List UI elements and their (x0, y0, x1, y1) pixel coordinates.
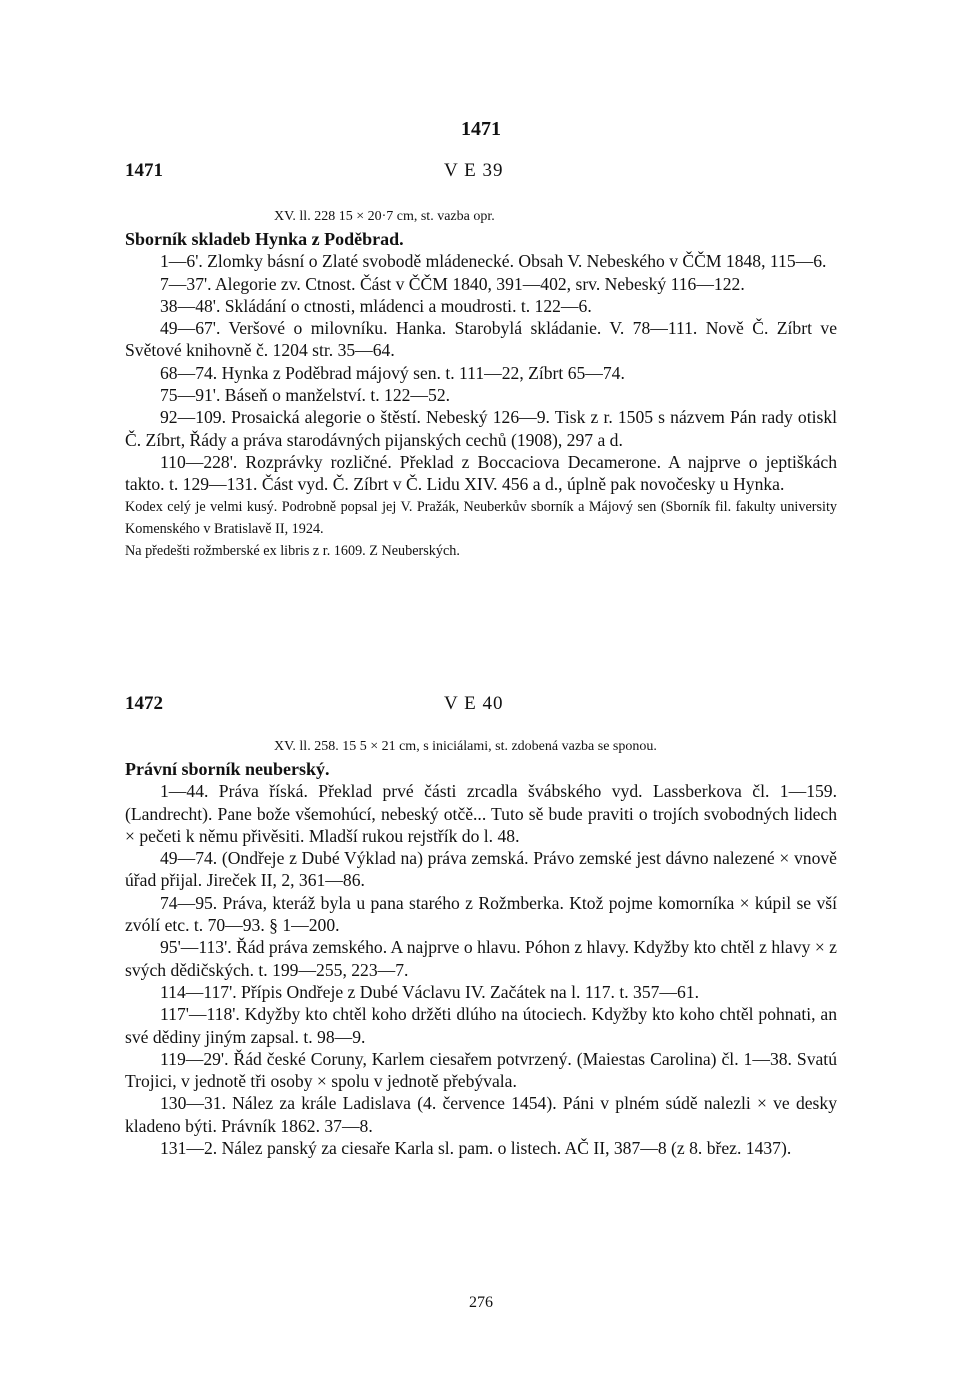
entry-title: Sborník skladeb Hynka z Poděbrad. (125, 229, 404, 249)
content-item: 49—67'. Veršové o milovníku. Hanka. Starobylá skládanie. V. 78—111. Nově Č. Zíbrt ve Světové knihovně č. 1204 str. 35—64. (125, 318, 837, 361)
entry-title: Právní sborník neuberský. (125, 759, 330, 779)
content-item: 74—95. Práva, kteráž byla u pana starého z Rožmberka. Ktož pojme komorníka × kúpil se vší zvólí etc. t. 70—93. § 1—200. (125, 892, 837, 936)
running-head: 1471 (461, 118, 501, 140)
content-item: 1—44. Práva říská. Překlad prvé části zrcadla švábského vyd. Lassberkova čl. 1—159. (Landrecht). Pane bože všemohúcí, nebeský otčě... Tuto sě bude praviti o trojích svobodných lidech × pečeti k němu přivěsiti. Mladší rukou rejstřík do l. 48. (125, 781, 837, 846)
content-item: 7—37'. Alegorie zv. Ctnost. Část v ČČM 1840, 391—402, srv. Nebeský 116—122. (160, 273, 745, 294)
bibliographic-note: Kodex celý je velmi kusý. Podrobně popsal jej V. Pražák, Neuberkův sborník a Májový sen (Sborník fil. fakulty university Komenského v Bratislavě II, 1924. (125, 498, 837, 537)
content-item: 114—117'. Přípis Ondřeje z Dubé Václavu IV. Začátek na l. 117. t. 357—61. (160, 981, 700, 1002)
entry-header (125, 160, 837, 190)
content-item: 75—91'. Báseň o manželství. t. 122—52. (160, 385, 451, 406)
entry-number: 1472 (125, 693, 163, 714)
content-item: 68—74. Hynka z Poděbrad májový sen. t. 111—22, Zíbrt 65—74. (160, 362, 625, 383)
content-item: 49—74. (Ondřeje z Dubé Výklad na) práva zemská. Právo zemské jest dávno nalezené × vnově úřad přijal. Jireček II, 2, 361—86. (125, 848, 837, 891)
shelfmark: V E 40 (444, 693, 504, 714)
content-item: 38—48'. Skládání o ctnosti, mládenci a moudrosti. t. 122—6. (160, 295, 592, 316)
content-item: 130—31. Nález za krále Ladislava (4. července 1454). Páni v plném súdě nalezli × ve desky kladeno býti. Právník 1862. 37—8. (125, 1093, 837, 1136)
entry-body (125, 206, 837, 562)
content-item: 95'—113'. Řád práva zemského. A najprve o hlavu. Póhon z hlavy. Kdyžby kto chtěl z hlavy × z svých dědičských. t. 199—255, 223—7. (125, 937, 837, 980)
content-item: 117'—118'. Kdyžby kto chtěl koho držěti dlúho na útociech. Kdyžby kto koho chtěl pohnati, an své dědiny jiným zapsal. t. 98—9. (125, 1004, 837, 1047)
entry-body (125, 736, 837, 1159)
page-number: 276 (469, 1294, 493, 1311)
catalog-page (125, 0, 837, 1396)
content-item: 131—2. Nález panský za ciesaře Karla sl. pam. o listech. AČ II, 387—8 (z 8. břez. 1437). (160, 1138, 792, 1159)
content-item: 110—228'. Rozprávky rozličné. Překlad z Boccaciova Decamerone. A najprve o jeptiškách takto. t. 129—131. Část vyd. Č. Zíbrt v Č. Lidu XIV. 456 a d., úplně pak novočesky u Hynka. (125, 451, 837, 495)
shelfmark: V E 39 (444, 160, 504, 181)
content-item: 119—29'. Řád české Coruny, Karlem ciesařem potvrzený. (Maiestas Carolina) čl. 1—38. Svatú Trojici, v jednotě tři osoby × spolu v jednotě přebývala. (125, 1048, 837, 1092)
entry-header (125, 693, 837, 723)
entry-number: 1471 (125, 160, 163, 181)
content-item: 1—6'. Zlomky básní o Zlaté svobodě mládenecké. Obsah V. Nebeského v ČČM 1848, 115—6. (160, 251, 827, 272)
physical-description: XV. ll. 258. 15 5 × 21 cm, s iniciálami, st. zdobená vazba se sponou. (274, 739, 657, 754)
physical-description: XV. ll. 228 15 × 20·7 cm, st. vazba opr. (274, 209, 495, 224)
provenance-note: Na předešti rožmberské ex libris z r. 1609. Z Neuberských. (125, 542, 460, 559)
content-item: 92—109. Prosaická alegorie o štěstí. Nebeský 126—9. Tisk z r. 1505 s názvem Pán rady otiskl Č. Zíbrt, Řády a práva starodávných pijanských cechů (1908), 297 a d. (125, 407, 837, 450)
